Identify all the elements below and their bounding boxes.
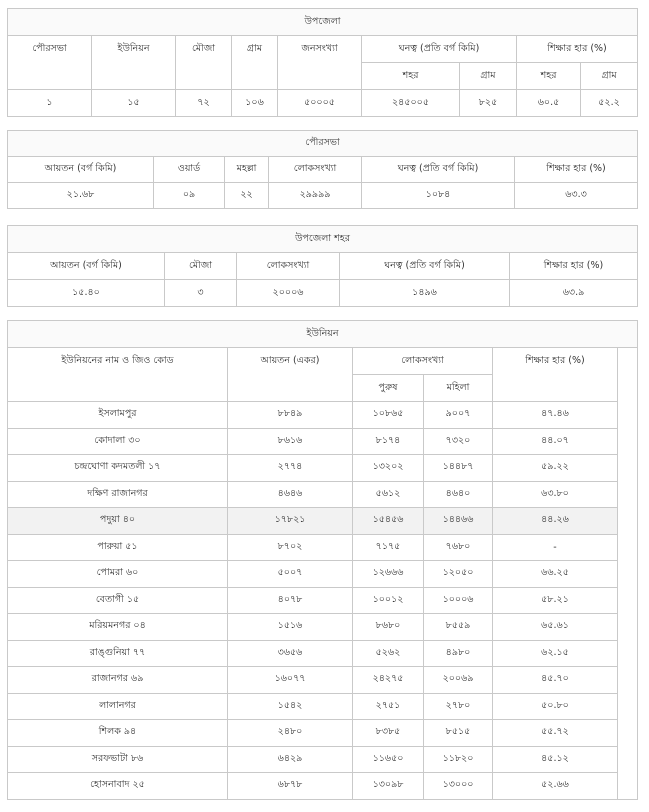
union-male: ৮৩৮৫ [353,720,424,747]
union-male: ১০৮৬৫ [353,402,424,429]
unions-header-name: ইউনিয়নের নাম ও জিও কোড [8,348,228,402]
union-literacy: ৪৫.১২ [493,746,618,773]
union-female: ৪৬৪০ [424,481,493,508]
union-female: ৮৫৫৯ [424,614,493,641]
table-row [8,773,638,800]
union-area: ২৭৭৪ [228,455,353,482]
union-literacy: ৬৫.৬১ [493,614,618,641]
pourashava-value-ward: ০৯ [154,183,225,209]
union-name: কোদালা ৩০ [8,428,228,455]
table-row [8,402,638,429]
pourashava-header-mahalla: মহল্লা [225,157,269,183]
union-literacy: ৪৫.৭০ [493,667,618,694]
value-mouza: ৭২ [176,90,232,117]
town-value-area: ১৫.৪০ [8,280,165,307]
pourashava-value-area: ২১.৬৮ [8,183,154,209]
union-area: ১৭৮২১ [228,508,353,535]
union-name: পদুয়া ৪০ [8,508,228,535]
town-header-mouza: মৌজা [165,253,237,280]
pourashava-header-ward: ওয়ার্ড [154,157,225,183]
union-male: ৭১৭৫ [353,534,424,561]
header-literacy-rural: গ্রাম [581,63,638,90]
unions-header-female: মহিলা [424,375,493,402]
union-female: ৯০০৭ [424,402,493,429]
pourashava-table [7,130,638,209]
union-area: ১৫১৬ [228,614,353,641]
pourashava-value-population: ২৯৯৯৯ [269,183,362,209]
union-area: ৩৬৫৬ [228,640,353,667]
union-female: ১১৮২০ [424,746,493,773]
union-male: ১৫৪৫৬ [353,508,424,535]
unions-header-male: পুরুষ [353,375,424,402]
header-mouza: মৌজা [176,36,232,90]
town-header-density: ঘনত্ব (প্রতি বর্গ কিমি) [340,253,510,280]
pourashava-header-literacy: শিক্ষার হার (%) [515,157,638,183]
union-area: ৮৬১৬ [228,428,353,455]
value-pourashava: ১ [8,90,92,117]
pourashava-header-density: ঘনত্ব (প্রতি বর্গ কিমি) [362,157,515,183]
table-row [8,614,638,641]
union-female: ২০০৬৯ [424,667,493,694]
union-area: ৮৭০২ [228,534,353,561]
pourashava-header-population: লোকসংখ্যা [269,157,362,183]
union-male: ৫৬১২ [353,481,424,508]
union-literacy: - [493,534,618,561]
union-female: ১৪৪৬৬ [424,508,493,535]
value-density-rural: ৮২৫ [460,90,517,117]
table-row [8,667,638,694]
upazila-town-title: উপজেলা শহর [8,226,638,253]
union-literacy: ৬২.১৫ [493,640,618,667]
union-name: বেতাগী ১৫ [8,587,228,614]
union-name: রাঙ্গুনিয়া ৭৭ [8,640,228,667]
union-literacy: ৪৭.৪৬ [493,402,618,429]
table-row [8,720,638,747]
union-male: ২৭৫১ [353,693,424,720]
unions-header-population: লোকসংখ্যা [353,348,493,375]
header-population: জনসংখ্যা [278,36,362,90]
value-union: ১৫ [92,90,176,117]
union-female: ১৪৪৮৭ [424,455,493,482]
union-female: ৪৯৮০ [424,640,493,667]
table-row [8,455,638,482]
unions-title: ইউনিয়ন [8,321,638,348]
header-pourashava: পৌরসভা [8,36,92,90]
unions-table [7,320,638,800]
union-male: ১৩০৯৮ [353,773,424,800]
value-density-urban: ২৪৫০০৫ [362,90,460,117]
unions-header-area: আয়তন (একর) [228,348,353,402]
union-area: ৬৪২৯ [228,746,353,773]
union-literacy: ৫০.৮০ [493,693,618,720]
value-village: ১০৬ [232,90,278,117]
town-header-literacy: শিক্ষার হার (%) [510,253,638,280]
union-name: পারুয়া ৫১ [8,534,228,561]
union-male: ৮৬৮০ [353,614,424,641]
union-female: ২৭৮০ [424,693,493,720]
union-female: ৭৩২০ [424,428,493,455]
pourashava-value-density: ১০৮৪ [362,183,515,209]
header-village: গ্রাম [232,36,278,90]
union-female: ৮৫১৫ [424,720,493,747]
union-male: ২৪২৭৫ [353,667,424,694]
union-literacy: ৬৬.২৫ [493,561,618,588]
union-male: ১২৬৬৬ [353,561,424,588]
union-male: ১৩২০২ [353,455,424,482]
header-density: ঘনত্ব (প্রতি বর্গ কিমি) [362,36,517,63]
table-row [8,481,638,508]
union-literacy: ৫৮.২১ [493,587,618,614]
town-value-mouza: ৩ [165,280,237,307]
town-value-density: ১৪৯৬ [340,280,510,307]
header-density-urban: শহর [362,63,460,90]
union-female: ৭৬৮০ [424,534,493,561]
table-row [8,508,638,535]
upazila-title: উপজেলা [8,9,638,36]
upazila-table [7,8,638,117]
unions-header-literacy: শিক্ষার হার (%) [493,348,618,402]
value-literacy-urban: ৬০.৫ [517,90,581,117]
union-female: ১২০৫০ [424,561,493,588]
union-name: মরিয়মনগর ০৪ [8,614,228,641]
union-name: লালানগর [8,693,228,720]
union-male: ১০০১২ [353,587,424,614]
union-area: ৪০৭৮ [228,587,353,614]
pourashava-value-literacy: ৬৩.৩ [515,183,638,209]
union-male: ১১৬৫০ [353,746,424,773]
union-literacy: ৫৫.৭২ [493,720,618,747]
header-literacy: শিক্ষার হার (%) [517,36,638,63]
union-area: ২৪৮০ [228,720,353,747]
town-value-population: ২০০০৬ [237,280,340,307]
union-name: রাজানগর ৬৯ [8,667,228,694]
union-name: পোমরা ৬০ [8,561,228,588]
union-area: ৬৮৭৮ [228,773,353,800]
union-name: হোসনাবাদ ২৫ [8,773,228,800]
union-name: সরফভাটা ৮৬ [8,746,228,773]
union-literacy: ৪৪.০৭ [493,428,618,455]
union-name: ইসলামপুর [8,402,228,429]
table-row [8,561,638,588]
union-name: চন্দ্রঘোণা কদমতলী ১৭ [8,455,228,482]
pourashava-value-mahalla: ২২ [225,183,269,209]
header-union: ইউনিয়ন [92,36,176,90]
value-literacy-rural: ৫২.২ [581,90,638,117]
value-population: ৫০০০৫ [278,90,362,117]
union-literacy: ৬৩.৮০ [493,481,618,508]
union-literacy: ৫২.৬৬ [493,773,618,800]
table-row [8,746,638,773]
town-value-literacy: ৬৩.৯ [510,280,638,307]
unions-spacer-column [618,348,638,800]
union-literacy: ৪৪.২৬ [493,508,618,535]
table-row [8,693,638,720]
table-row [8,428,638,455]
header-density-rural: গ্রাম [460,63,517,90]
union-female: ১০০০৬ [424,587,493,614]
union-name: দক্ষিণ রাজানগর [8,481,228,508]
union-male: ৮১৭৪ [353,428,424,455]
union-area: ৫০০৭ [228,561,353,588]
union-area: ১৫৪২ [228,693,353,720]
header-literacy-urban: শহর [517,63,581,90]
union-name: শিলক ৯৪ [8,720,228,747]
union-male: ৫২৬২ [353,640,424,667]
pourashava-title: পৌরসভা [8,131,638,157]
town-header-area: আয়তন (বর্গ কিমি) [8,253,165,280]
table-row [8,640,638,667]
pourashava-header-area: আয়তন (বর্গ কিমি) [8,157,154,183]
union-female: ১৩০০০ [424,773,493,800]
union-area: ৮৮৪৯ [228,402,353,429]
table-row [8,587,638,614]
upazila-town-table [7,225,638,307]
union-area: ৪৬৪৬ [228,481,353,508]
table-row [8,534,638,561]
union-literacy: ৫৯.২২ [493,455,618,482]
union-area: ১৬০৭৭ [228,667,353,694]
town-header-population: লোকসংখ্যা [237,253,340,280]
